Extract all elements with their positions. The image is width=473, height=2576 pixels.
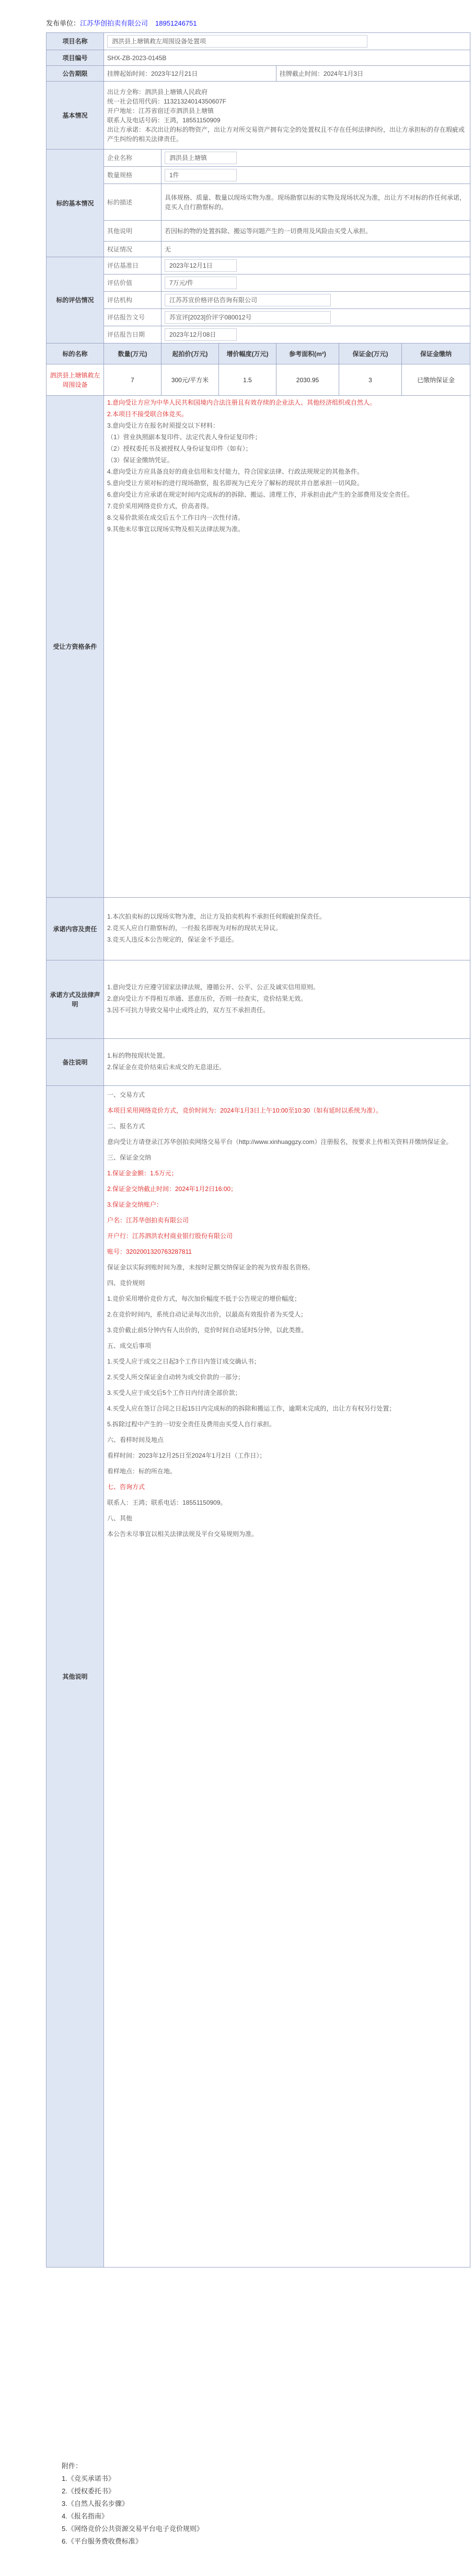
condition-line: 9.其他未尽事宜以现场实物及相关法律法规为准。 [107, 525, 245, 533]
eval-value: 江苏苏宣价格评估咨询有限公司 [165, 294, 331, 306]
other-line: 3.保证金交纳账户： [107, 1201, 163, 1208]
other-line: 意向受让方请登录江苏华创拍卖网络交易平台（http://www.xinhuaggzy.com）注册报名，按要求上传相关资料并缴纳保证金。 [107, 1138, 453, 1146]
publisher-unit[interactable]: 江苏华创拍卖有限公司 [80, 19, 148, 27]
publisher-line [46, 18, 433, 28]
bid-header: 增价幅度(万元) [219, 344, 276, 364]
label-target: 标的基本情况 [47, 150, 104, 257]
attachments [62, 2460, 203, 2548]
label-other: 其他说明 [47, 1086, 104, 2268]
bid-header: 数量(万元) [104, 344, 161, 364]
target-value: 若因标的物的处置拆除、搬运等问题产生的一切费用及风险由买受人承担。 [165, 227, 372, 235]
attachment-link[interactable]: 6.《平台服务费收费标准》 [62, 2537, 142, 2545]
label-conditions: 受让方资格条件 [47, 396, 104, 898]
bid-header: 参考面积(m²) [276, 344, 339, 364]
bid-cell: 1.5 [219, 364, 276, 396]
target-value: 具体规格、质量、数量以现场实物为准。现场勘察以标的实物及现场状况为准，出让方不对标的作任何承诺，竞买人自行勘察标的。 [165, 193, 466, 211]
publisher-prefix: 发布单位： [46, 19, 80, 27]
eval-key: 评估报告日期 [104, 326, 161, 344]
other-line: 2.在竞价时间内，系统自动记录每次出价，以最高有效报价者为买受人； [107, 1311, 307, 1318]
label-notice-period: 公告期限 [47, 66, 104, 82]
notice-end: 挂牌截止时间：2024年1月3日 [280, 70, 364, 77]
publisher-phone[interactable]: 18951246751 [155, 19, 197, 27]
condition-line: 8.交易价款须在成交后五个工作日内一次性付清。 [107, 514, 245, 521]
bid-cell: 300元/平方米 [161, 364, 219, 396]
label-remark: 备注说明 [47, 1039, 104, 1086]
other-line: 八、其他 [107, 1515, 133, 1522]
target-key: 标的描述 [104, 184, 161, 221]
other-line: 四、竞价规则 [107, 1279, 145, 1287]
eval-value: 7万元/件 [165, 277, 237, 289]
target-key: 其他说明 [104, 221, 161, 242]
other-line: 三、保证金交纳 [107, 1154, 152, 1161]
condition-line: 5.意向受让方须对标的进行现场勘察，报名即视为已充分了解标的现状并自愿承担一切风险。 [107, 479, 364, 487]
attachment-link[interactable]: 2.《授权委托书》 [62, 2487, 115, 2495]
attachment-link[interactable]: 3.《自然人报名步骤》 [62, 2500, 129, 2508]
eval-key: 评估机构 [104, 292, 161, 309]
eval-key: 评估价值 [104, 274, 161, 292]
target-value: 泗洪县上塘镇 [165, 152, 237, 164]
attachment-link[interactable]: 4.《报名指南》 [62, 2512, 108, 2520]
eval-key: 评估基准日 [104, 257, 161, 274]
other-line: 二、报名方式 [107, 1123, 145, 1130]
bid-header: 起拍价(万元) [161, 344, 219, 364]
attachment-link[interactable]: 1.《竞买承诺书》 [62, 2475, 115, 2482]
commit-line: 3.竞买人违反本公告规定的，保证金不予退还。 [107, 935, 238, 943]
target-key: 数量规格 [104, 167, 161, 184]
basic-line: 出让方全称：泗洪县上塘镇人民政府 [107, 88, 208, 96]
label-commit: 承诺内容及责任 [47, 898, 104, 960]
other-line: 联系人：王鸿；联系电话：18551150909。 [107, 1499, 227, 1506]
other-line: 一、交易方式 [107, 1091, 145, 1098]
other-line: 七、咨询方式 [107, 1483, 145, 1491]
label-project-name: 项目名称 [47, 33, 104, 50]
basic-line: 开户地址：江苏省宿迁市泗洪县上塘镇 [107, 107, 214, 115]
basic-line: 统一社会信用代码：11321324014350607F [107, 97, 226, 105]
conduct-line: 1.意向受让方应遵守国家法律法规，遵循公开、公平、公正及诚实信用原则。 [107, 983, 320, 991]
eval-value: 2023年12月1日 [165, 259, 237, 272]
other-line: 五、成交后事项 [107, 1342, 152, 1349]
condition-line: （1）营业执照副本复印件、法定代表人身份证复印件； [107, 433, 261, 441]
other-line: 保证金以实际到账时间为准，未按时足额交纳保证金的视为放弃报名资格。 [107, 1264, 315, 1271]
condition-line: 1.意向受让方应为中华人民共和国境内合法注册且有效存续的企业法人、其他经济组织或自然人。 [107, 399, 376, 406]
bid-header: 保证金缴纳 [402, 344, 470, 364]
bid-header: 保证金(万元) [339, 344, 402, 364]
condition-line: （3）保证金缴纳凭证。 [107, 456, 174, 464]
remark-line: 2.保证金在竞价结束后未成交的无息退还。 [107, 1063, 226, 1071]
label-basic: 基本情况 [47, 82, 104, 150]
target-value: 无 [165, 245, 171, 253]
notice-table [46, 32, 470, 2268]
condition-line: 2.本项目不接受联合体竞买。 [107, 410, 188, 418]
other-line: 3.买受人应于成交后5个工作日内付清全部价款； [107, 1389, 241, 1396]
attachments-title: 附件： [62, 2462, 83, 2470]
project-name-field: 泗洪县上塘镇救左周围设备处置项 [107, 35, 367, 48]
other-line: 看样地点：标的所在地。 [107, 1468, 177, 1475]
other-line: 1.买受人应于成交之日起3个工作日内签订成交确认书； [107, 1358, 260, 1365]
attachment-link[interactable]: 5.《网络竞价公共资源交易平台电子竞价规则》 [62, 2525, 203, 2533]
other-line: 户名：江苏华创拍卖有限公司 [107, 1217, 189, 1224]
other-line: 本公告未尽事宜以相关法律法规及平台交易规则为准。 [107, 1530, 258, 1538]
other-line: 账号：3202001320763287811 [107, 1248, 192, 1255]
target-value: 1件 [165, 169, 237, 181]
eval-key: 评估报告文号 [104, 309, 161, 326]
commit-line: 2.竞买人应自行勘察标的，一经报名即视为对标的现状无异议。 [107, 924, 282, 932]
eval-value: 2023年12月08日 [165, 328, 237, 341]
remark-line: 1.标的物按现状处置。 [107, 1051, 169, 1059]
other-line: 2.买受人所交保证金自动转为成交价款的一部分； [107, 1373, 245, 1381]
bid-cell: 7 [104, 364, 161, 396]
label-eval: 标的评估情况 [47, 257, 104, 344]
other-line: 2.保证金交纳截止时间：2024年1月2日16:00； [107, 1185, 237, 1193]
condition-line: 3.意向受让方在报名时须提交以下材料： [107, 422, 220, 429]
eval-value: 苏宣评[2023]价评字080012号 [165, 311, 331, 324]
label-conduct: 承诺方式及法律声明 [47, 960, 104, 1039]
condition-line: 7.竞价采用网络竞价方式，价高者得。 [107, 502, 213, 510]
other-line: 本项目采用网络竞价方式，竞价时间为：2024年1月3日上午10:00至10:30（如有延时以系统为准）。 [107, 1107, 383, 1114]
basic-line: 联系人及电话号码：王鸿，18551150909 [107, 116, 221, 124]
conduct-line: 3.因不可抗力导致交易中止或终止的，双方互不承担责任。 [107, 1006, 270, 1014]
other-line: 六、看样时间及地点 [107, 1436, 164, 1444]
other-line: 4.买受人应在签订合同之日起15日内完成标的的拆除和搬运工作，逾期未完成的，出让方有权另行处置； [107, 1405, 396, 1412]
condition-line: 6.意向受让方应承诺在规定时间内完成标的的拆除、搬运、清理工作，并承担由此产生的全部费用及安全责任。 [107, 491, 414, 498]
target-key: 企业名称 [104, 150, 161, 167]
other-line: 5.拆除过程中产生的一切安全责任及费用由买受人自行承担。 [107, 1421, 276, 1428]
other-line: 看样时间：2023年12月25日至2024年1月2日（工作日）； [107, 1452, 266, 1459]
basic-line: 出让方承诺：本次出让的标的物资产，出让方对所交易资产拥有完全的处置权且不存在任何法律纠纷，出让方承担标的存在瑕疵或产生纠纷的相关法律责任。 [107, 125, 465, 143]
bid-cell: 已缴纳保证金 [402, 364, 470, 396]
bid-cell: 3 [339, 364, 402, 396]
label-bid: 标的名称 [47, 344, 104, 364]
notice-start: 挂牌起始时间：2023年12月21日 [107, 70, 198, 77]
label-project-no: 项目编号 [47, 50, 104, 66]
other-line: 开户行：江苏泗洪农村商业银行股份有限公司 [107, 1232, 233, 1240]
other-line: 1.保证金金额：1.5万元； [107, 1170, 178, 1177]
bid-cell: 2030.95 [276, 364, 339, 396]
conduct-line: 2.意向受让方不得相互串通、恶意压价，否则一经查实，竞价结果无效。 [107, 994, 307, 1002]
other-line: 1.竞价采用增价竞价方式，每次加价幅度不低于公告规定的增价幅度； [107, 1295, 301, 1302]
condition-line: （2）授权委托书及被授权人身份证复印件（如有）； [107, 445, 252, 452]
other-line: 3.竞价截止前5分钟内有人出价的，竞价时间自动延时5分钟，以此类推。 [107, 1326, 308, 1334]
bid-name: 泗洪县上塘镇救左周围设备 [47, 364, 104, 396]
project-no-value: SHX-ZB-2023-0145B [107, 54, 167, 62]
condition-line: 4.意向受让方应具备良好的商业信用和支付能力，符合国家法律、行政法规规定的其他条件。 [107, 468, 364, 475]
commit-line: 1.本次拍卖标的以现场实物为准，出让方及拍卖机构不承担任何瑕疵担保责任。 [107, 912, 326, 920]
target-key: 权证情况 [104, 242, 161, 257]
